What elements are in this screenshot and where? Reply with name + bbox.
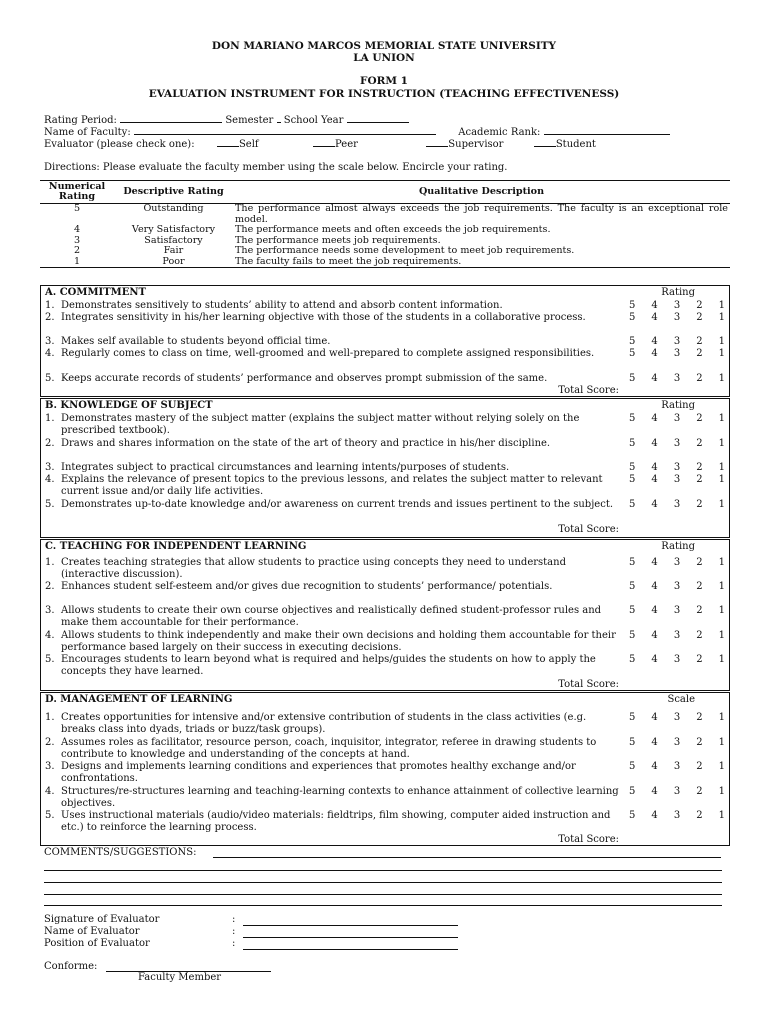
rating-5[interactable]: 5	[629, 630, 636, 641]
rating-3[interactable]: 3	[673, 786, 681, 797]
rating-3[interactable]: 3	[673, 605, 681, 616]
rating-3[interactable]: 3	[673, 438, 681, 449]
criterion-item	[45, 336, 620, 348]
criterion-item	[45, 810, 620, 833]
faculty-member-label: Faculty Member	[138, 972, 222, 983]
rating-1[interactable]: 1	[718, 413, 725, 424]
item-number: 2.	[45, 737, 55, 748]
rating-5[interactable]: 5	[629, 810, 636, 821]
rating-2[interactable]: 2	[696, 413, 703, 424]
item-text: Enhances student self-esteem and/or gives due recognition to students’ performance/ potentials.	[61, 581, 553, 592]
rating-options[interactable]	[629, 312, 725, 323]
scale-desc: Poor	[114, 257, 233, 268]
section-title: B. KNOWLEDGE OF SUBJECT	[45, 400, 213, 411]
rating-options[interactable]	[629, 654, 725, 665]
item-text: Demonstrates up-to-date knowledge and/or awareness on current trends and issues pertinent to the subject.	[61, 499, 614, 510]
scale-header-qualitative: Qualitative Description	[233, 181, 730, 204]
item-number: 4.	[45, 786, 55, 797]
scale-num: 4	[73, 224, 81, 235]
rating-1[interactable]: 1	[718, 348, 725, 359]
rating-2[interactable]: 2	[696, 462, 703, 473]
rating-3[interactable]: 3	[673, 462, 681, 473]
rating-4[interactable]: 4	[651, 336, 658, 347]
scale-header-descriptive: Descriptive Rating	[114, 181, 233, 204]
section-commitment	[40, 285, 730, 397]
item-text: Encourages students to learn beyond what is required and helps/guides the students on how to apply the concepts they have learned.	[61, 654, 596, 677]
rating-1[interactable]: 1	[718, 557, 725, 568]
rating-options[interactable]	[629, 737, 725, 748]
rating-2[interactable]: 2	[696, 348, 703, 359]
item-number: 1.	[45, 300, 55, 311]
scale-desc: Fair	[163, 245, 184, 256]
rating-5[interactable]: 5	[629, 462, 636, 473]
school-year-label: School Year	[283, 115, 344, 126]
rating-2[interactable]: 2	[696, 474, 703, 485]
item-text: Creates opportunities for intensive and/or extensive contribution of students in the class activities (e.g. breaks class into dyads, triads or buzz/task groups).	[61, 712, 587, 735]
total-score-label: Total Score:	[558, 834, 619, 845]
scale-qual: The performance meets job requirements.	[235, 234, 441, 246]
rating-1[interactable]: 1	[718, 300, 725, 311]
rating-options[interactable]	[629, 348, 725, 359]
colon: :	[232, 926, 236, 937]
rating-2[interactable]: 2	[696, 312, 703, 323]
rating-5[interactable]: 5	[629, 300, 636, 311]
rating-4[interactable]: 4	[651, 462, 658, 473]
rating-options[interactable]	[629, 373, 725, 384]
rating-options[interactable]	[629, 557, 725, 568]
item-text: Structures/re-structures learning and teaching-learning contexts to enhance attainment of collective learning objectives.	[61, 786, 619, 809]
item-number: 5.	[45, 654, 55, 665]
section-title: A. COMMITMENT	[45, 287, 146, 298]
comment-line[interactable]	[44, 882, 722, 883]
rating-1[interactable]: 1	[718, 312, 725, 323]
rating-3[interactable]: 3	[673, 312, 681, 323]
rating-period-label: Rating Period:	[44, 115, 117, 126]
item-number: 3.	[45, 462, 55, 473]
item-number: 3.	[45, 761, 55, 772]
rating-4[interactable]: 4	[651, 348, 658, 359]
scale-row	[40, 204, 730, 226]
item-number: 2.	[45, 312, 55, 323]
rating-5[interactable]: 5	[629, 761, 636, 772]
rating-options[interactable]	[629, 474, 725, 485]
rating-2[interactable]: 2	[696, 712, 703, 723]
academic-rank-label: Academic Rank:	[458, 127, 541, 138]
rating-scale-table	[40, 180, 730, 268]
criterion-item	[45, 581, 620, 593]
rating-1[interactable]: 1	[718, 336, 725, 347]
rating-1[interactable]: 1	[718, 462, 725, 473]
rating-header: Rating	[661, 287, 695, 298]
evaluator-label: Evaluator (please check one):	[44, 139, 195, 150]
rating-4[interactable]: 4	[651, 712, 658, 723]
rating-options[interactable]	[629, 712, 725, 723]
rating-5[interactable]: 5	[629, 438, 636, 449]
name-line[interactable]	[243, 937, 458, 938]
rating-4[interactable]: 4	[651, 557, 658, 568]
student-check[interactable]	[534, 137, 556, 147]
criterion-item	[45, 413, 620, 436]
rating-3[interactable]: 3	[673, 499, 681, 510]
item-text: Allows students to think independently and make their own decisions and holding them accountable for their performance based largely on their success in executing decisions.	[61, 630, 616, 653]
semester-blank[interactable]	[277, 113, 281, 123]
rating-2[interactable]: 2	[696, 654, 703, 665]
criterion-item	[45, 605, 620, 628]
criterion-item	[45, 712, 620, 735]
rating-5[interactable]: 5	[629, 605, 636, 616]
rating-4[interactable]: 4	[651, 312, 658, 323]
rating-options[interactable]	[629, 499, 725, 510]
criterion-item	[45, 654, 620, 677]
scale-num: 3	[73, 234, 81, 246]
rating-1[interactable]: 1	[718, 654, 725, 665]
rating-4[interactable]: 4	[651, 499, 658, 510]
item-text: Draws and shares information on the state of the art of theory and practice in his/her discipline.	[61, 438, 551, 449]
item-text: Integrates sensitivity in his/her learning objective with those of the students in a collaborative process.	[61, 312, 586, 323]
item-number: 3.	[45, 336, 55, 347]
rating-4[interactable]: 4	[651, 654, 658, 665]
rating-2[interactable]: 2	[696, 336, 703, 347]
scale-num: 5	[73, 203, 81, 214]
scale-qual: The performance needs some development to meet job requirements.	[235, 245, 575, 256]
rating-2[interactable]: 2	[696, 557, 703, 568]
criterion-item	[45, 373, 620, 385]
rating-5[interactable]: 5	[629, 654, 636, 665]
total-score-label: Total Score:	[558, 524, 619, 535]
scale-row	[40, 225, 730, 236]
item-text: Demonstrates mastery of the subject matter (explains the subject matter without relying solely on the prescribed textbook).	[61, 413, 580, 436]
school-year-blank[interactable]	[347, 113, 409, 123]
item-text: Explains the relevance of present topics to the previous lessons, and relates the subject matter to relevant current issue and/or daily life activities.	[61, 474, 603, 497]
rating-2[interactable]: 2	[696, 737, 703, 748]
item-text: Creates teaching strategies that allow students to practice using concepts they need to understand (interactive discussion).	[61, 557, 566, 580]
semester-label: Semester	[225, 115, 274, 126]
rating-3[interactable]: 3	[673, 810, 681, 821]
rating-3[interactable]: 3	[673, 336, 681, 347]
rating-options[interactable]	[629, 605, 725, 616]
comments-label: COMMENTS/SUGGESTIONS:	[44, 847, 197, 858]
section-management	[40, 692, 730, 846]
criterion-item	[45, 737, 620, 760]
position-line[interactable]	[243, 949, 458, 950]
signature-line[interactable]	[243, 925, 458, 926]
rating-header: Scale	[667, 694, 695, 705]
scale-num: 2	[73, 245, 81, 256]
rating-1[interactable]: 1	[718, 786, 725, 797]
campus-name: LA UNION	[353, 52, 415, 64]
conforme-label: Conforme:	[44, 961, 98, 972]
rating-4[interactable]: 4	[651, 605, 658, 616]
total-score-label: Total Score:	[558, 679, 619, 690]
form-number: FORM 1	[360, 75, 408, 87]
rating-3[interactable]: 3	[673, 413, 681, 424]
rating-2[interactable]: 2	[696, 605, 703, 616]
rating-1[interactable]: 1	[718, 373, 725, 384]
peer-label: Peer	[335, 139, 358, 150]
item-number: 5.	[45, 810, 55, 821]
comment-line[interactable]	[213, 857, 721, 858]
criterion-item	[45, 462, 620, 474]
item-number: 5.	[45, 373, 55, 384]
rating-5[interactable]: 5	[629, 474, 636, 485]
rating-options[interactable]	[629, 581, 725, 592]
rating-1[interactable]: 1	[718, 737, 725, 748]
rating-4[interactable]: 4	[651, 413, 658, 424]
scale-qual: The performance meets and often exceeds the job requirements.	[235, 224, 551, 235]
section-title: C. TEACHING FOR INDEPENDENT LEARNING	[45, 541, 307, 552]
rating-4[interactable]: 4	[651, 761, 658, 772]
item-number: 1.	[45, 557, 55, 568]
rating-options[interactable]	[629, 336, 725, 347]
rating-4[interactable]: 4	[651, 810, 658, 821]
rating-1[interactable]: 1	[718, 810, 725, 821]
rating-header: Rating	[661, 400, 695, 411]
rating-5[interactable]: 5	[629, 737, 636, 748]
item-text: Uses instructional materials (audio/video materials: fieldtrips, film showing, computer aided instruction and etc.) to reinforce the learning process.	[61, 810, 611, 833]
university-name: DON MARIANO MARCOS MEMORIAL STATE UNIVERSITY	[211, 40, 557, 52]
rating-options[interactable]	[629, 786, 725, 797]
item-text: Keeps accurate records of students’ performance and observes prompt submission of the same.	[61, 373, 548, 384]
rating-1[interactable]: 1	[718, 712, 725, 723]
rating-options[interactable]	[629, 438, 725, 449]
supervisor-check[interactable]	[426, 137, 448, 147]
faculty-name-label: Name of Faculty:	[44, 127, 131, 138]
scale-header-numerical: Numerical Rating	[40, 181, 114, 204]
scale-row	[40, 257, 730, 268]
rating-period-blank[interactable]	[120, 113, 222, 123]
item-text: Assumes roles as facilitator, resource person, coach, inquisitor, integrator, referee in drawing students to contribute to knowledge and understanding of the concepts at hand.	[61, 737, 597, 760]
scale-desc: Very Satisfactory	[131, 224, 216, 235]
position-label: Position of Evaluator	[44, 938, 150, 949]
rating-5[interactable]: 5	[629, 786, 636, 797]
rating-2[interactable]: 2	[696, 300, 703, 311]
rating-3[interactable]: 3	[673, 654, 681, 665]
rating-1[interactable]: 1	[718, 474, 725, 485]
rating-2[interactable]: 2	[696, 499, 703, 510]
scale-qual: The performance almost always exceeds the job requirements. The faculty is an exceptional role model.	[235, 203, 728, 225]
rating-1[interactable]: 1	[718, 438, 725, 449]
rating-5[interactable]: 5	[629, 557, 636, 568]
self-label: Self	[238, 139, 259, 150]
colon: :	[232, 938, 236, 949]
criterion-item	[45, 499, 620, 511]
rating-5[interactable]: 5	[629, 348, 636, 359]
item-text: Demonstrates sensitively to students’ ability to attend and absorb content information.	[61, 300, 503, 311]
criterion-item	[45, 474, 620, 497]
rating-5[interactable]: 5	[629, 413, 636, 424]
rating-5[interactable]: 5	[629, 312, 636, 323]
rating-options[interactable]	[629, 630, 725, 641]
item-text: Regularly comes to class on time, well-groomed and well-prepared to complete assigned responsibilities.	[61, 348, 595, 359]
faculty-name-blank[interactable]	[134, 125, 436, 135]
criterion-item	[45, 348, 620, 360]
rating-2[interactable]: 2	[696, 786, 703, 797]
evaluator-row	[44, 137, 596, 150]
scale-num: 1	[40, 257, 114, 268]
peer-check[interactable]	[313, 137, 335, 147]
rating-4[interactable]: 4	[651, 786, 658, 797]
rating-1[interactable]: 1	[718, 630, 725, 641]
item-text: Allows students to create their own course objectives and realistically defined student-professor rules and make them accountable for their performance.	[61, 605, 602, 628]
rating-3[interactable]: 3	[673, 761, 681, 772]
scale-qual: The faculty fails to meet the job requirements.	[233, 257, 730, 268]
section-knowledge	[40, 398, 730, 538]
rating-1[interactable]: 1	[718, 581, 725, 592]
rating-5[interactable]: 5	[629, 373, 636, 384]
item-number: 3.	[45, 605, 55, 616]
scale-desc: Outstanding	[143, 203, 204, 214]
total-score-label: Total Score:	[558, 385, 619, 396]
rating-4[interactable]: 4	[651, 474, 658, 485]
rating-1[interactable]: 1	[718, 499, 725, 510]
self-check[interactable]	[217, 137, 239, 147]
comment-line[interactable]	[44, 894, 722, 895]
rating-5[interactable]: 5	[629, 336, 636, 347]
section-title: D. MANAGEMENT OF LEARNING	[45, 694, 233, 705]
signature-label: Signature of Evaluator	[44, 914, 160, 925]
section-independent-learning	[40, 539, 730, 691]
rating-3[interactable]: 3	[673, 557, 681, 568]
criterion-item	[45, 786, 620, 809]
student-label: Student	[555, 139, 596, 150]
rating-2[interactable]: 2	[696, 581, 703, 592]
rating-3[interactable]: 3	[673, 630, 681, 641]
item-number: 4.	[45, 474, 55, 485]
item-number: 1.	[45, 712, 55, 723]
criterion-item	[45, 312, 620, 324]
rating-2[interactable]: 2	[696, 761, 703, 772]
rating-4[interactable]: 4	[651, 737, 658, 748]
rating-4[interactable]: 4	[651, 438, 658, 449]
supervisor-label: Supervisor	[448, 139, 504, 150]
rating-3[interactable]: 3	[673, 348, 681, 359]
rating-2[interactable]: 2	[696, 373, 703, 384]
rating-options[interactable]	[629, 413, 725, 424]
rating-options[interactable]	[629, 300, 725, 311]
criterion-item	[45, 761, 620, 784]
rating-3[interactable]: 3	[673, 474, 681, 485]
rating-2[interactable]: 2	[696, 810, 703, 821]
item-number: 2.	[45, 438, 55, 449]
rating-1[interactable]: 1	[718, 605, 725, 616]
rating-2[interactable]: 2	[696, 630, 703, 641]
rating-3[interactable]: 3	[673, 373, 681, 384]
criterion-item	[45, 438, 620, 450]
scale-desc: Satisfactory	[144, 234, 203, 246]
comment-line[interactable]	[44, 905, 722, 906]
item-number: 4.	[45, 630, 55, 641]
rating-5[interactable]: 5	[629, 499, 636, 510]
rating-3[interactable]: 3	[673, 737, 681, 748]
name-label: Name of Evaluator	[44, 926, 140, 937]
rating-options[interactable]	[629, 462, 725, 473]
rating-1[interactable]: 1	[718, 761, 725, 772]
item-number: 5.	[45, 499, 55, 510]
rating-3[interactable]: 3	[673, 581, 681, 592]
rating-4[interactable]: 4	[651, 373, 658, 384]
colon: :	[232, 914, 236, 925]
comment-line[interactable]	[44, 870, 722, 871]
item-number: 1.	[45, 413, 55, 424]
rating-5[interactable]: 5	[629, 712, 636, 723]
rating-4[interactable]: 4	[651, 581, 658, 592]
criterion-item	[45, 300, 620, 312]
rating-2[interactable]: 2	[696, 438, 703, 449]
directions: Directions: Please evaluate the faculty member using the scale below. Encircle your rating.	[44, 162, 508, 173]
rating-header: Rating	[661, 541, 695, 552]
criterion-item	[45, 630, 620, 653]
item-number: 4.	[45, 348, 55, 359]
item-number: 2.	[45, 581, 55, 592]
rating-3[interactable]: 3	[673, 300, 681, 311]
rating-5[interactable]: 5	[629, 581, 636, 592]
scale-row	[40, 246, 730, 257]
rating-options[interactable]	[629, 810, 725, 821]
rating-3[interactable]: 3	[673, 712, 681, 723]
academic-rank-blank[interactable]	[544, 125, 670, 135]
item-text: Designs and implements learning conditions and experiences that promotes healthy exchange and/or confrontations.	[61, 761, 576, 784]
rating-4[interactable]: 4	[651, 300, 658, 311]
form-title: EVALUATION INSTRUMENT FOR INSTRUCTION (TEACHING EFFECTIVENESS)	[148, 88, 620, 100]
rating-4[interactable]: 4	[651, 630, 658, 641]
item-text: Integrates subject to practical circumstances and learning intents/purposes of students.	[61, 462, 510, 473]
criterion-item	[45, 557, 620, 580]
item-text: Makes self available to students beyond official time.	[61, 336, 331, 347]
rating-options[interactable]	[629, 761, 725, 772]
